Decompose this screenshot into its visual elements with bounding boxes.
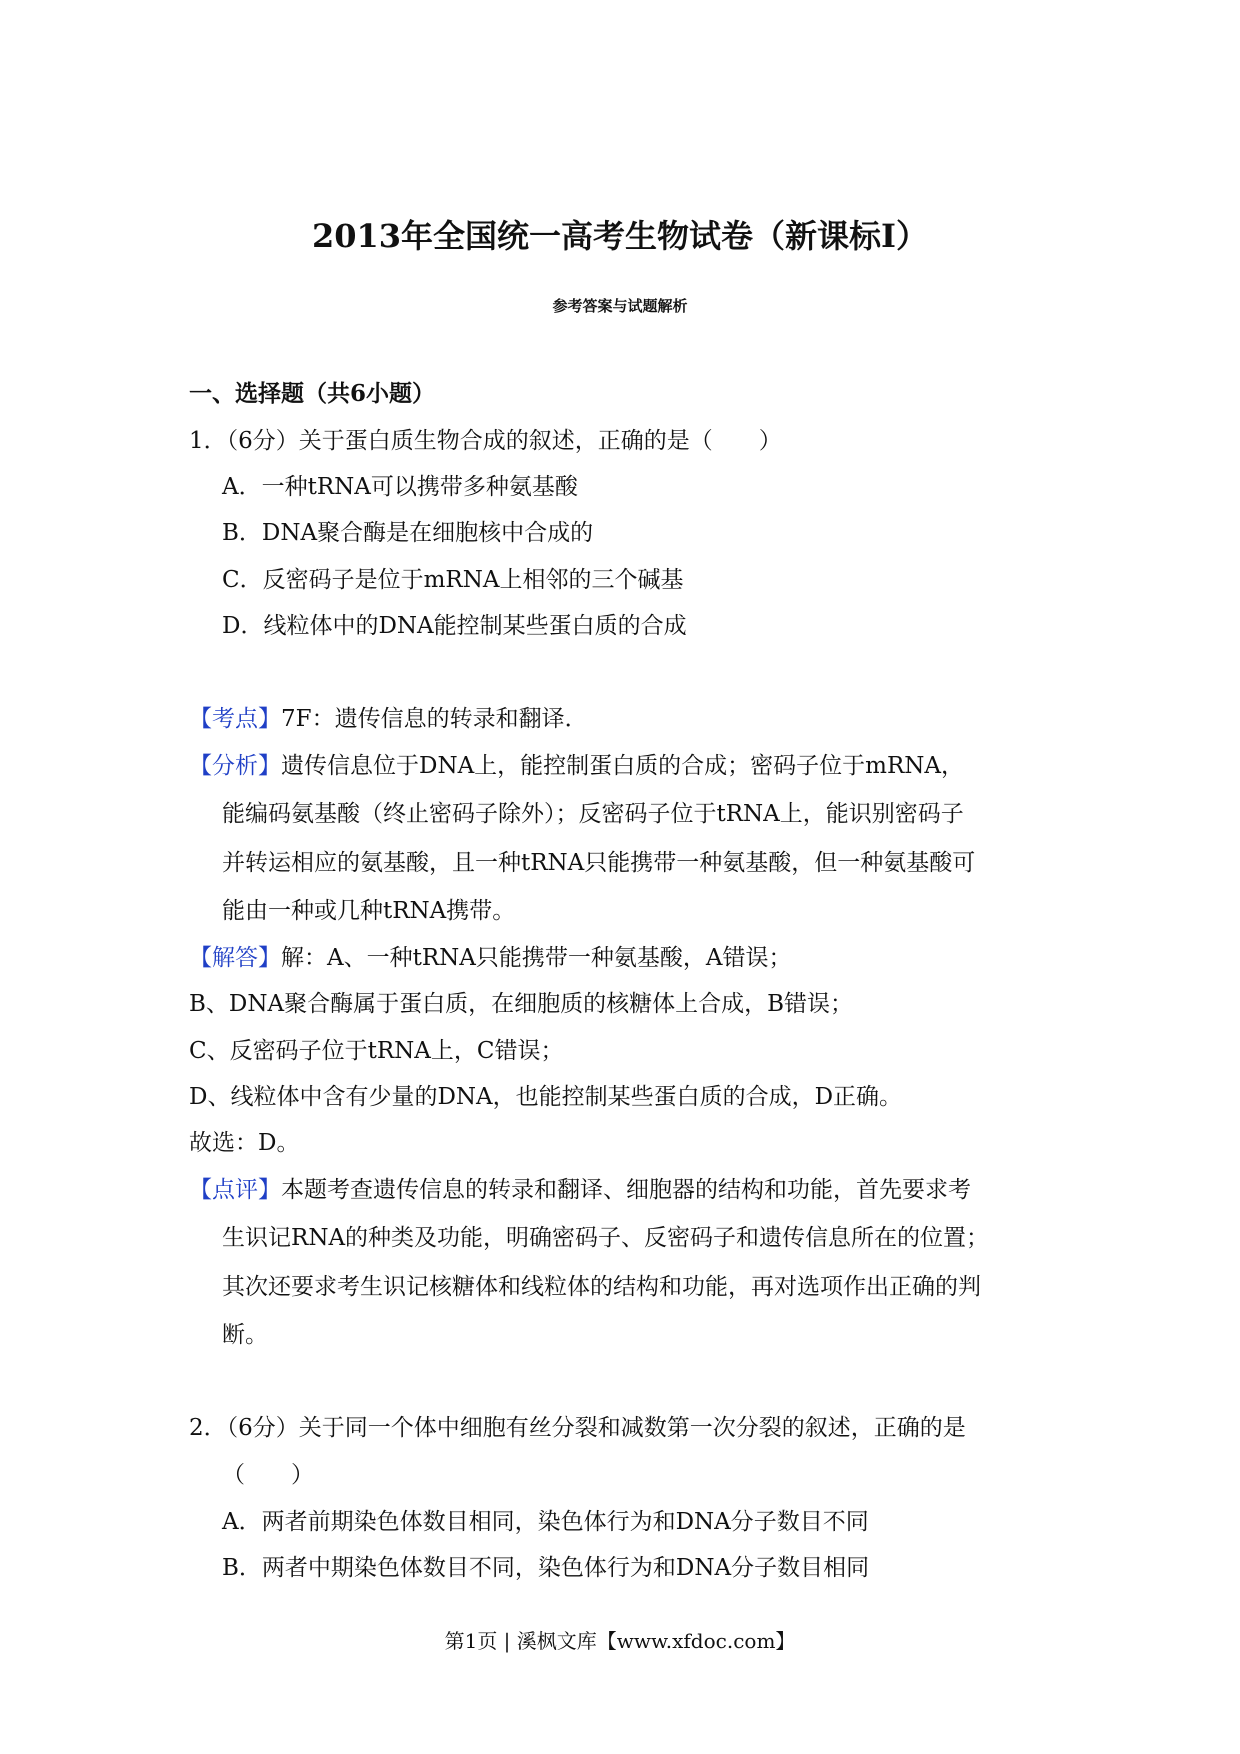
question-2-option-b: B．两者中期染色体数目不同，染色体行为和DNA分子数目相同 [222, 1555, 870, 1581]
question-1-option-c: C．反密码子是位于mRNA上相邻的三个碱基 [222, 567, 684, 593]
fenxi-line-2: 能编码氨基酸（终止密码子除外）；反密码子位于tRNA上，能识别密码子 [222, 801, 964, 827]
jieda-line-4: D、线粒体中含有少量的DNA，也能控制某些蛋白质的合成，D正确。 [189, 1084, 903, 1110]
kaodian-text: 7F：遗传信息的转录和翻译． [281, 706, 588, 732]
jieda-text-1: 解：A、一种tRNA只能携带一种氨基酸，A错误； [281, 945, 792, 971]
dianping-line-3: 其次还要求考生识记核糖体和线粒体的结构和功能，再对选项作出正确的判 [222, 1274, 981, 1300]
question-2-option-a: A．两者前期染色体数目相同，染色体行为和DNA分子数目不同 [222, 1509, 869, 1535]
dianping-line-2: 生识记RNA的种类及功能，明确密码子、反密码子和遗传信息所在的位置； [222, 1225, 990, 1251]
document-subtitle: 参考答案与试题解析 [552, 297, 688, 315]
dianping-line-1 [189, 1175, 971, 1205]
question-1-stem: 1．（6分）关于蛋白质生物合成的叙述，正确的是（ ） [189, 428, 782, 454]
dianping-text-1: 本题考查遗传信息的转录和翻译、细胞器的结构和功能，首先要求考 [281, 1177, 971, 1203]
fenxi-line-3: 并转运相应的氨基酸，且一种tRNA只能携带一种氨基酸，但一种氨基酸可 [222, 850, 976, 876]
fenxi-tag: 【分析】 [189, 753, 281, 779]
document-title: 2013年全国统一高考生物试卷（新课标Ⅰ） [311, 217, 929, 255]
question-1-option-b: B．DNA聚合酶是在细胞核中合成的 [222, 520, 594, 546]
kaodian-tag: 【考点】 [189, 706, 281, 732]
question-2-stem-line-2: （ ） [222, 1462, 314, 1488]
section-heading: 一、选择题（共6小题） [189, 380, 436, 407]
fenxi-line-4: 能由一种或几种tRNA携带。 [222, 898, 516, 924]
question-1-option-d: D．线粒体中的DNA能控制某些蛋白质的合成 [222, 613, 687, 639]
kaodian-paragraph [189, 704, 588, 734]
page-footer: 第1页 | 溪枫文库【www.xfdoc.com】 [444, 1629, 796, 1653]
fenxi-line-1 [189, 751, 964, 781]
jieda-line-5: 故选：D。 [189, 1130, 300, 1156]
dianping-tag: 【点评】 [189, 1177, 281, 1203]
jieda-line-3: C、反密码子位于tRNA上，C错误； [189, 1038, 564, 1064]
jieda-line-2: B、DNA聚合酶属于蛋白质，在细胞质的核糖体上合成，B错误； [189, 991, 853, 1017]
jieda-tag: 【解答】 [189, 945, 281, 971]
dianping-line-4: 断。 [222, 1322, 268, 1348]
question-1-option-a: A．一种tRNA可以携带多种氨基酸 [222, 474, 578, 500]
fenxi-text-1: 遗传信息位于DNA上，能控制蛋白质的合成；密码子位于mRNA， [281, 753, 965, 779]
jieda-line-1 [189, 943, 792, 973]
question-2-stem-line-1: 2．（6分）关于同一个体中细胞有丝分裂和减数第一次分裂的叙述，正确的是 [189, 1415, 966, 1441]
